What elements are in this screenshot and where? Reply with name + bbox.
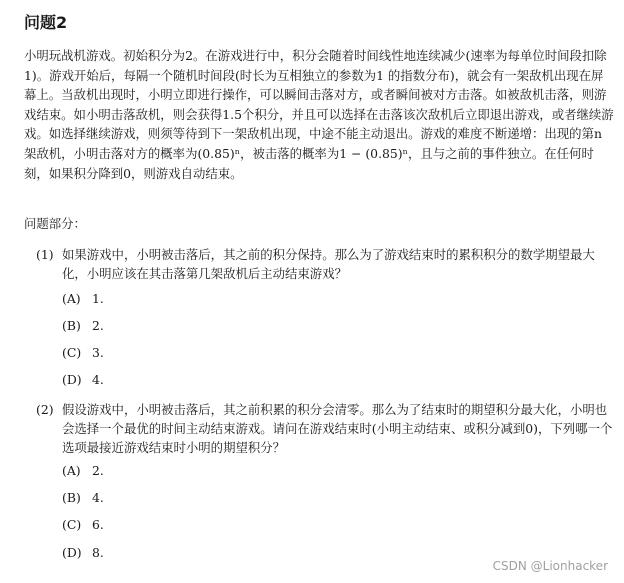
option-key: (B) xyxy=(62,490,81,505)
question-number: (2) xyxy=(36,402,54,417)
section-label: 问题部分： xyxy=(24,216,86,231)
option-2a xyxy=(62,463,104,478)
question-1 xyxy=(36,245,614,283)
option-1d xyxy=(62,372,104,387)
watermark: CSDN @Lionhacker xyxy=(492,559,608,573)
question-text: 如果游戏中，小明被击落后，其之前的积分保持。那么为了游戏结束时的累积积分的数学期望最大化，小明应该在其击落第几架敌机后主动结束游戏？ xyxy=(62,247,595,281)
option-key: (C) xyxy=(62,517,82,532)
option-2d xyxy=(62,545,104,560)
option-value: 8. xyxy=(92,545,104,560)
option-value: 4. xyxy=(92,372,104,387)
option-key: (C) xyxy=(62,345,82,360)
option-1a xyxy=(62,291,104,306)
option-key: (A) xyxy=(62,463,81,478)
question-number: (1) xyxy=(36,247,54,262)
option-value: 6. xyxy=(92,517,104,532)
option-key: (D) xyxy=(62,372,82,387)
question-2 xyxy=(36,400,614,457)
option-value: 4. xyxy=(92,490,104,505)
problem-statement: 小明玩战机游戏。初始积分为2。在游戏进行中，积分会随着时间线性地连续减少(速率为每单位时间段扣除1)。游戏开始后，每隔一个随机时间段(时长为互相独立的参数为1 的指数分布)，就会有一架敌机出现在屏幕上。当敌机出现时，小明立即进行操作，可以瞬间击落对方，或者瞬间被对方击落。如被敌机击落，则游戏结束。如小明击落敌机，则会获得1.5个积分，并且可以选择在击落该次敌机后立即退出游戏，或者继续游戏。如选择继续游戏，则须等待到下一架敌机出现，中途不能主动退出。游戏的难度不断递增：出现的第n 架敌机，小明击落对方的概率为(0.85)ⁿ，被击落的概率为1 − (0.85)ⁿ，且与之前的事件独立。在任何时刻，如果积分降到0，则游戏自动结束。 xyxy=(24,48,614,181)
option-value: 2. xyxy=(92,463,104,478)
option-1b xyxy=(62,318,104,333)
option-key: (A) xyxy=(62,291,81,306)
option-2b xyxy=(62,490,104,505)
option-value: 2. xyxy=(92,318,104,333)
option-value: 1. xyxy=(92,291,104,306)
option-key: (D) xyxy=(62,545,82,560)
option-value: 3. xyxy=(92,345,104,360)
question-text: 假设游戏中，小明被击落后，其之前积累的积分会清零。那么为了结束时的期望积分最大化，小明也会选择一个最优的时间主动结束游戏。请问在游戏结束时(小明主动结束、或积分减到0)，下列哪一个选项最接近游戏结束时小明的期望积分？ xyxy=(62,402,613,455)
option-1c xyxy=(62,345,104,360)
option-2c xyxy=(62,517,104,532)
option-key: (B) xyxy=(62,318,81,333)
problem-title: 问题2 xyxy=(24,13,68,32)
